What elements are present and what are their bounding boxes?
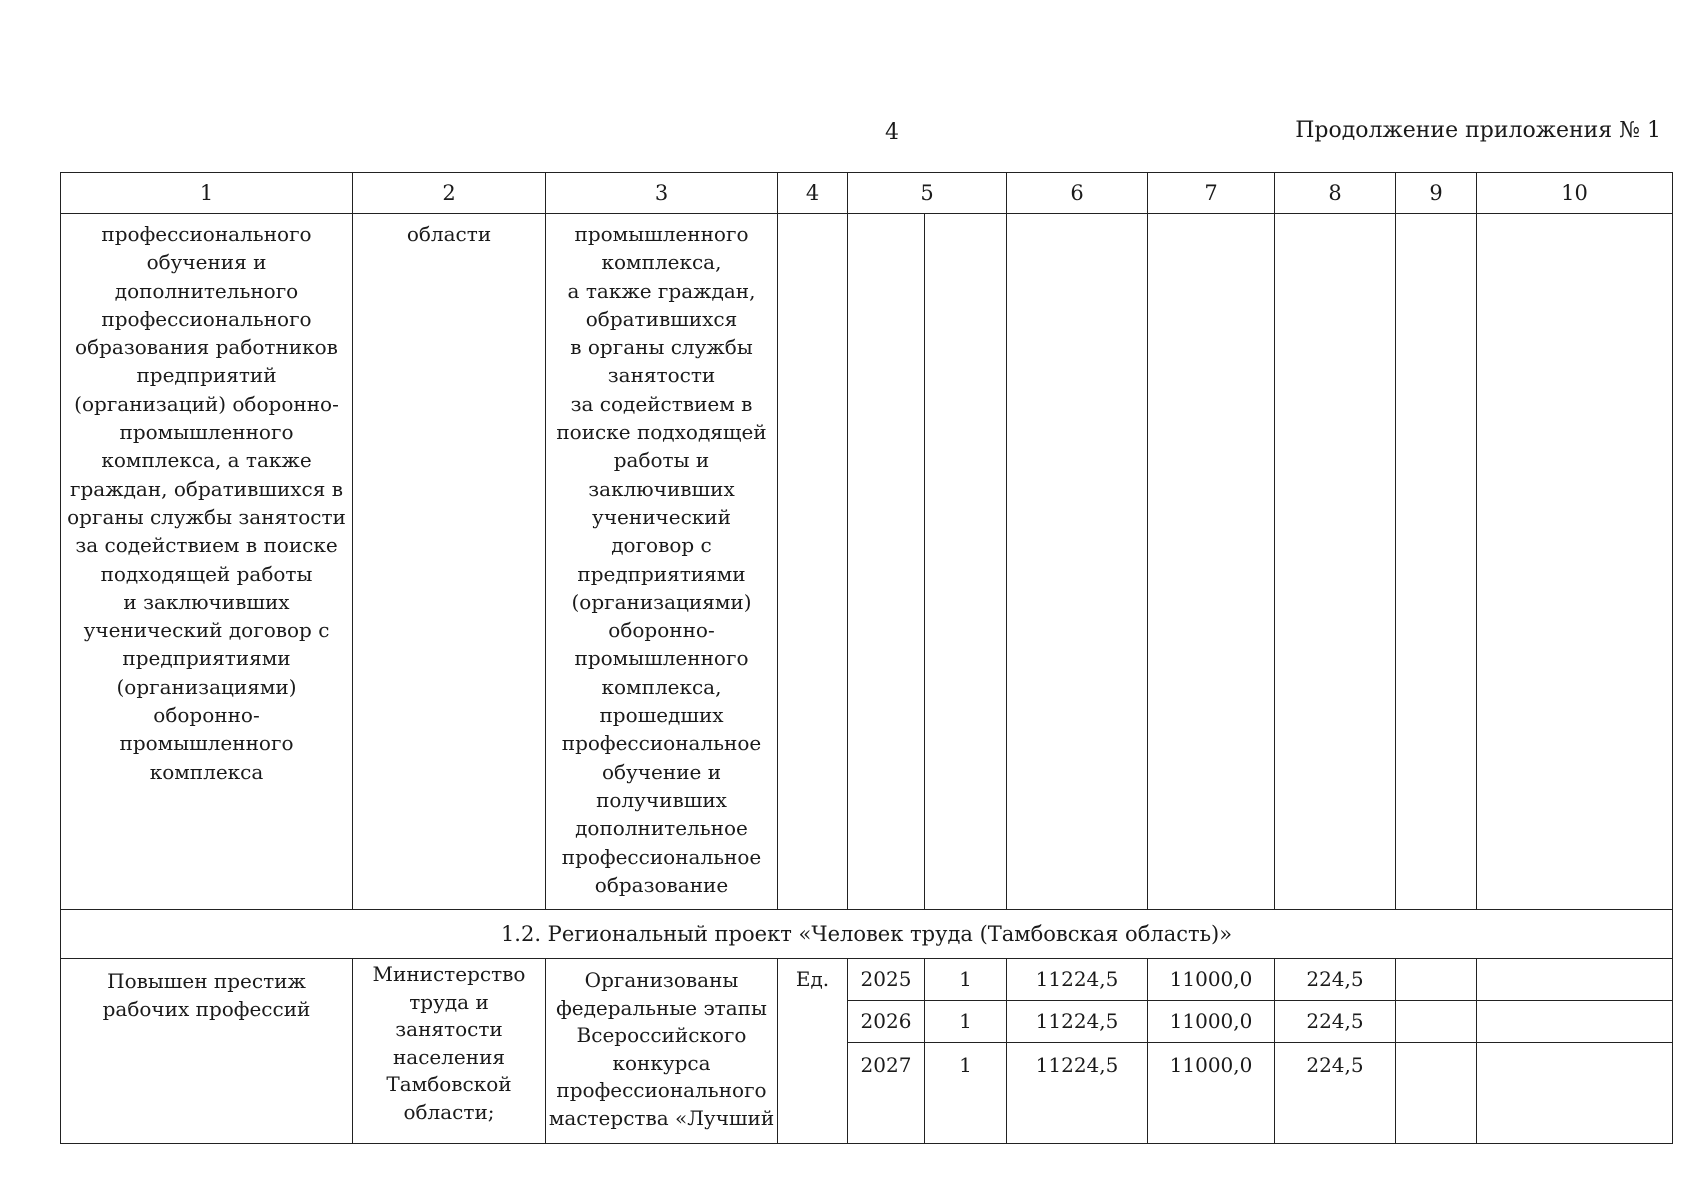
text-line: занятости (607, 363, 716, 388)
value-cell: 224,5 (1275, 1001, 1396, 1043)
value-cell: 11000,0 (1148, 959, 1275, 1001)
column-number: 8 (1275, 173, 1396, 214)
empty-cell (1148, 214, 1275, 910)
value-cell: 11000,0 (1148, 1001, 1275, 1043)
year-cell: 2025 (848, 959, 925, 1001)
count-cell: 1 (925, 1043, 1007, 1144)
task-description-cell (61, 214, 353, 910)
text-line: оборонно- (153, 703, 260, 728)
value-cell: 224,5 (1275, 959, 1396, 1001)
text-line: предприятиями (122, 646, 291, 671)
text-line: оборонно- (608, 618, 715, 643)
text-line: населения (392, 1044, 506, 1069)
empty-cell (1396, 214, 1477, 910)
text-line: предприятиями (577, 561, 746, 586)
text-line: федеральные этапы (556, 995, 767, 1020)
section-title: 1.2. Региональный проект «Человек труда (Тамбовская область)» (61, 910, 1673, 959)
column-number: 9 (1396, 173, 1477, 214)
text-line: (организациями) (571, 589, 752, 614)
text-line: промышленного (119, 731, 294, 756)
text-line: Организованы (584, 968, 739, 992)
text-line: комплекса, (601, 250, 722, 275)
empty-cell (1007, 214, 1148, 910)
empty-cell (778, 214, 848, 910)
text-line: за содействием в (570, 391, 753, 416)
value-cell (1477, 1043, 1673, 1144)
count-cell: 1 (925, 959, 1007, 1001)
text-line: промышленного (574, 646, 749, 671)
text-line: профессионального (101, 222, 312, 246)
value-cell: 11224,5 (1007, 1001, 1148, 1043)
value-cell: 11224,5 (1007, 1043, 1148, 1144)
text-line: занятости (395, 1017, 503, 1041)
text-line: подходящей работы (100, 561, 313, 586)
text-line: ученический (592, 504, 731, 529)
column-number: 7 (1148, 173, 1275, 214)
text-line: работы и (613, 448, 710, 473)
column-number: 2 (353, 173, 546, 214)
text-line: профессионального (556, 1078, 767, 1102)
text-line: договор с (611, 533, 712, 558)
empty-cell (1477, 214, 1673, 910)
text-line: обратившихся (585, 306, 738, 331)
column-number: 3 (546, 173, 778, 214)
text-line: труда и (409, 989, 489, 1014)
text-line: (организаций) оборонно- (74, 391, 339, 416)
text-line: области (406, 222, 492, 246)
text-line: профессиональное (561, 844, 762, 869)
text-line: в органы службы (570, 335, 753, 360)
text-line: обучения и (146, 250, 267, 275)
year-cell: 2026 (848, 1001, 925, 1043)
text-line: профессиональное (561, 731, 762, 756)
column-number-row (61, 173, 1673, 214)
value-cell: 11000,0 (1148, 1043, 1275, 1144)
text-line: ученический договор с (83, 618, 330, 643)
column-number: 4 (778, 173, 848, 214)
text-line: а также граждан, (567, 278, 756, 303)
text-line: рабочих профессий (102, 997, 311, 1022)
text-line: профессионального (101, 306, 312, 331)
text-line: Министерство (372, 962, 526, 986)
text-line: органы службы занятости (67, 504, 346, 529)
text-line: получивших (596, 787, 727, 812)
continued-row (61, 214, 1673, 910)
empty-cell (1275, 214, 1396, 910)
text-line: за содействием в поиске (75, 533, 338, 558)
text-line: дополнительное (575, 816, 748, 841)
result-description-cell (546, 214, 778, 910)
value-cell (1477, 1001, 1673, 1043)
appendix-table (60, 172, 1673, 1144)
text-line: мастерства «Лучший (548, 1105, 775, 1130)
task-description-cell (61, 959, 353, 1144)
text-line: обучение и (601, 759, 722, 784)
text-line: комплекса, (601, 674, 722, 699)
count-cell: 1 (925, 1001, 1007, 1043)
text-line: (организациями) (116, 674, 297, 699)
text-line: Повышен престиж (107, 969, 306, 993)
responsible-cell (353, 959, 546, 1144)
text-line: граждан, обратившихся в (70, 476, 343, 501)
value-cell (1396, 959, 1477, 1001)
column-number: 10 (1477, 173, 1673, 214)
page-number: 4 (885, 120, 899, 145)
text-line: промышленного (119, 420, 294, 445)
text-line: комплекса, а также (101, 448, 312, 473)
text-line: прошедших (599, 703, 724, 728)
value-cell: 224,5 (1275, 1043, 1396, 1144)
text-line: образование (594, 872, 729, 897)
column-number: 1 (61, 173, 353, 214)
value-cell (1477, 959, 1673, 1001)
column-number: 5 (848, 173, 1007, 214)
value-cell (1396, 1043, 1477, 1144)
text-line: дополнительного (114, 278, 299, 303)
empty-cell (848, 214, 925, 910)
project-row (61, 959, 1673, 1001)
text-line: заключивших (588, 476, 735, 501)
value-cell (1396, 1001, 1477, 1043)
text-line: комплекса (149, 759, 264, 784)
unit-cell: Ед. (778, 959, 848, 1144)
responsible-cell (353, 214, 546, 910)
result-description-cell (546, 959, 778, 1144)
column-number: 6 (1007, 173, 1148, 214)
empty-cell (925, 214, 1007, 910)
text-line: Всероссийского (576, 1023, 747, 1047)
value-cell: 11224,5 (1007, 959, 1148, 1001)
text-line: и заключивших (123, 589, 290, 614)
year-cell: 2027 (848, 1043, 925, 1144)
text-line: области; (403, 1099, 495, 1124)
text-line: предприятий (136, 363, 277, 388)
text-line: образования работников (75, 335, 338, 360)
text-line: конкурса (612, 1050, 711, 1075)
section-row (61, 910, 1673, 959)
text-line: промышленного (574, 222, 749, 246)
text-line: Тамбовской (386, 1072, 512, 1096)
text-line: поиске подходящей (556, 420, 767, 445)
appendix-continuation: Продолжение приложения № 1 (1295, 118, 1661, 143)
